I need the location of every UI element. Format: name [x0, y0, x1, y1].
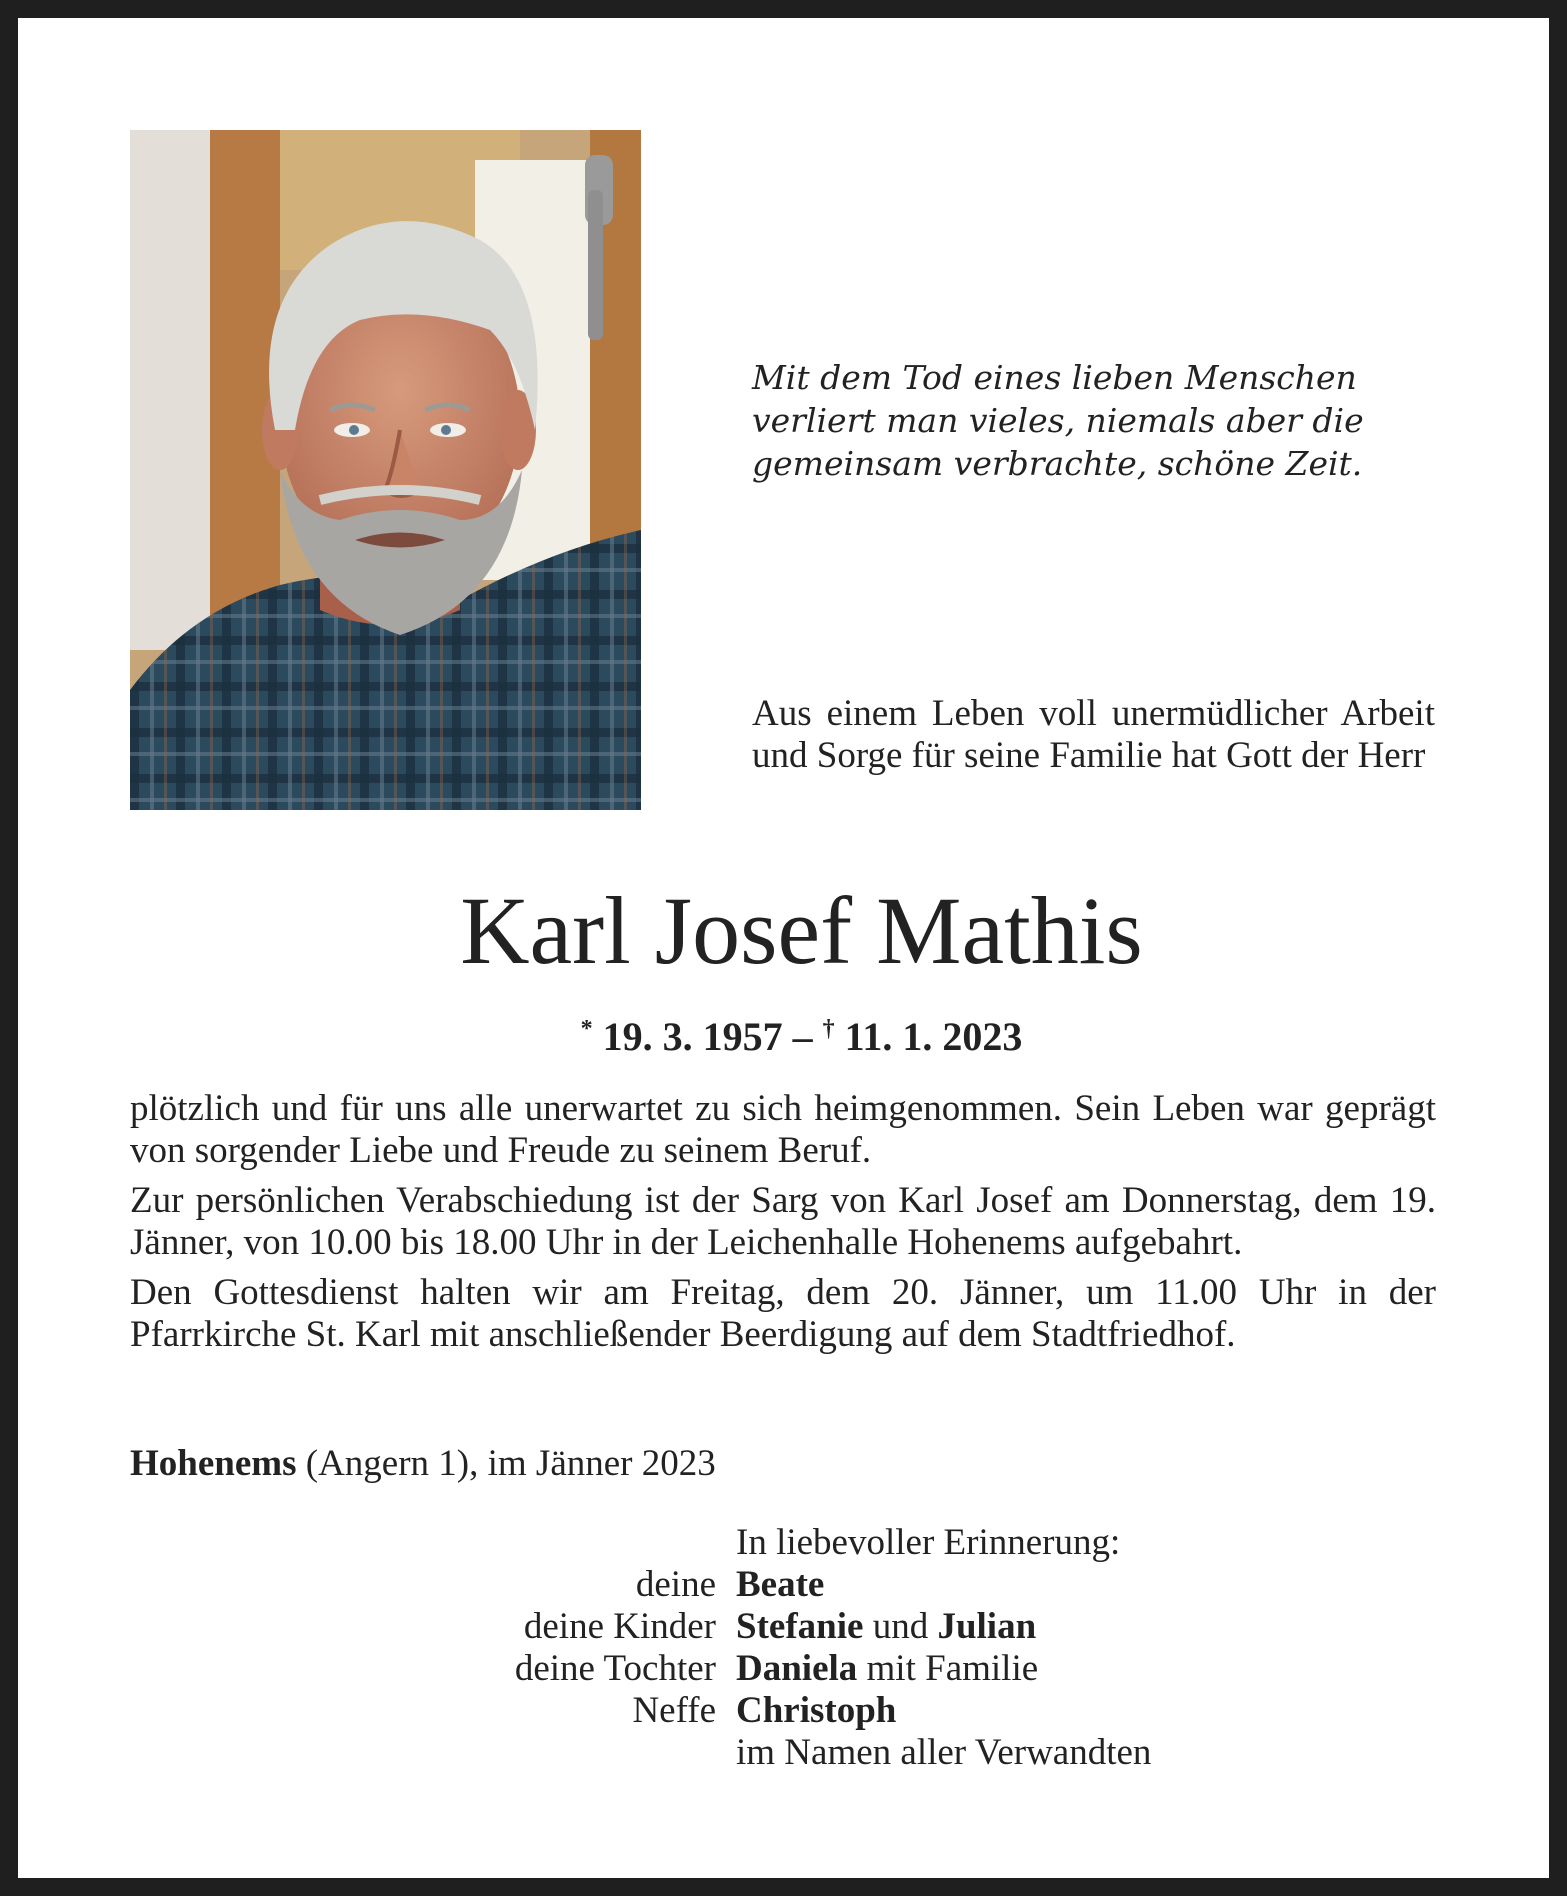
mourner-name: Christoph — [736, 1690, 897, 1731]
body-paragraph: Zur persönlichen Verabschiedung ist der Sarg von Karl Josef am Donnerstag, dem 19. Jänner, von 10.00 bis 18.00 Uhr in der Leichenhalle Hohenems aufgebahrt. — [130, 1180, 1436, 1263]
place-rest: (Angern 1), im Jänner 2023 — [305, 1443, 716, 1484]
memorial-quote — [752, 356, 1452, 485]
death-symbol: † — [822, 1016, 835, 1042]
quote-line: gemeinsam verbrachte, schöne Zeit. — [752, 444, 1363, 483]
announcement-body — [130, 1088, 1436, 1364]
mourner-relation: deine Tochter — [514, 1648, 716, 1689]
quote-line: Mit dem Tod eines lieben Menschen — [752, 358, 1357, 397]
mourner-name: Julian — [937, 1606, 1037, 1647]
quote-line: verliert man vieles, niemals aber die — [752, 401, 1364, 440]
intro-text: Aus einem Leben voll unermüdlicher Arbeit und Sorge für seine Familie hat Gott der Herr — [752, 693, 1435, 776]
mourners-list — [18, 1522, 1549, 1774]
place-town: Hohenems — [130, 1443, 297, 1484]
mourner-relation: deine — [635, 1564, 716, 1605]
death-date: 11. 1. 2023 — [844, 1014, 1023, 1059]
birth-symbol: * — [580, 1016, 593, 1042]
deceased-name: Karl Josef Mathis — [460, 877, 1143, 984]
mourner-row — [18, 1564, 1549, 1606]
obituary-page — [18, 18, 1549, 1878]
mourner-relation: Neffe — [632, 1690, 716, 1731]
birth-date: 19. 3. 1957 — [602, 1014, 783, 1059]
life-dates — [18, 1006, 1549, 1060]
mourner-row — [18, 1606, 1549, 1648]
date-separator: – — [792, 1014, 813, 1059]
mourner-joiner: und — [863, 1606, 938, 1647]
portrait-photo — [130, 130, 641, 810]
mourner-name: Beate — [736, 1564, 825, 1605]
signoff-closing: im Namen aller Verwandten — [736, 1732, 1152, 1773]
place-date-line — [130, 1443, 716, 1485]
mourner-name: Daniela — [736, 1648, 858, 1689]
mourner-relation: deine Kinder — [523, 1606, 716, 1647]
mourner-joiner: mit Familie — [857, 1648, 1039, 1689]
mourner-row — [18, 1648, 1549, 1690]
signoff-heading: In liebevoller Erinnerung: — [736, 1522, 1121, 1563]
portrait-image — [130, 130, 641, 810]
body-paragraph: plötzlich und für uns alle unerwartet zu sich heimgenommen. Sein Leben war geprägt von sorgender Liebe und Freude zu seinem Beruf. — [130, 1088, 1436, 1171]
body-paragraph: Den Gottesdienst halten wir am Freitag, dem 20. Jänner, um 11.00 Uhr in der Pfarrkirche St. Karl mit anschließender Beerdigung auf dem Stadtfriedhof. — [130, 1272, 1436, 1355]
mourner-row — [18, 1690, 1549, 1732]
mourner-name: Stefanie — [736, 1606, 864, 1647]
